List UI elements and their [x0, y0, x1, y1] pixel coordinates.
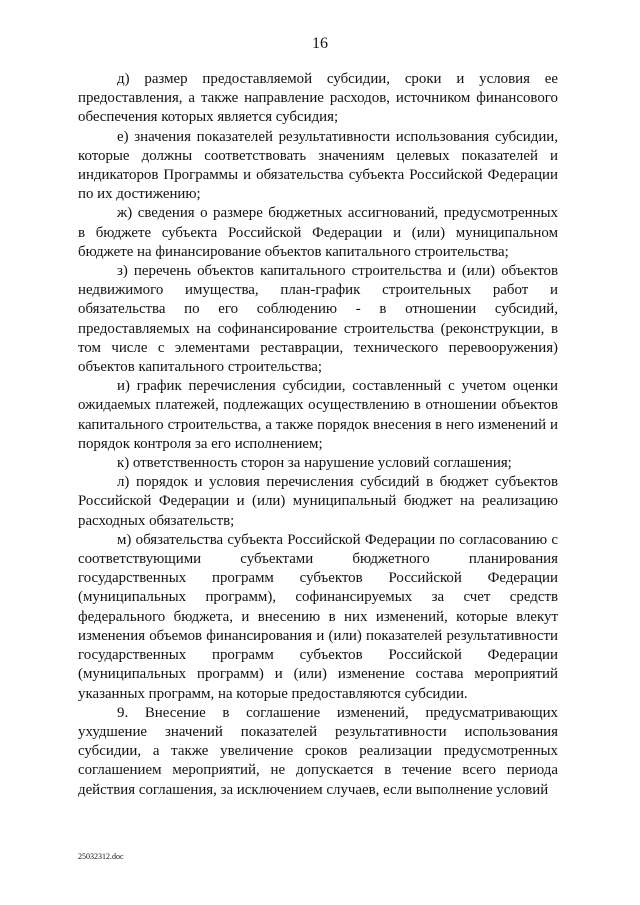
document-body — [78, 70, 558, 800]
paragraph-i: и) график перечисления субсидии, составленный с учетом оценки ожидаемых платежей, подлежащих осуществлению в отношении объектов капитального строительства, а также порядок внесения в него изменений и порядок контроля за его исполнением; — [78, 378, 558, 452]
paragraph-9: 9. Внесение в соглашение изменений, предусматривающих ухудшение значений показателей результативности использования субсидии, а также увеличение сроков реализации предусмотренных соглашением мероприятий, не допускается в течение всего периода действия соглашения, за исключением случаев, если выполнение условий — [78, 704, 558, 798]
paragraph-k: к) ответственность сторон за нарушение условий соглашения; — [117, 455, 512, 472]
paragraph-z: з) перечень объектов капитального строительства и (или) объектов недвижимого имущества, план-график строительных работ и обязательства по его соблюдению - в отношении субсидий, предоставляемых на софинансирование строительства (реконструкции, в том числе с элементами реставрации, технического перевооружения) объектов капитального строительства; — [78, 263, 558, 376]
paragraph-l: л) порядок и условия перечисления субсидий в бюджет субъектов Российской Федерации и (или) муниципальный бюджет на реализацию расходных обязательств; — [78, 474, 558, 529]
paragraph-m: м) обязательства субъекта Российской Федерации по согласованию с соответствующими субъектами бюджетного планирования государственных программ субъектов Российской Федерации (муниципальных программ), софинансируемых за счет средств федерального бюджета, и внесению в них изменений, которые влекут изменения объемов финансирования и (или) показателей результативности государственных программ субъектов Российской Федерации (муниципальных программ) и (или) изменение состава мероприятий указанных программ, на которые предоставляются субсидии. — [78, 531, 558, 702]
paragraph-d: д) размер предоставляемой субсидии, сроки и условия ее предоставления, а также направление расходов, источником финансового обеспечения которых является субсидия; — [78, 71, 558, 126]
paragraph-zh: ж) сведения о размере бюджетных ассигнований, предусмотренных в бюджете субъекта Российской Федерации и (или) муниципальном бюджете на финансирование объектов капитального строительства; — [78, 205, 558, 260]
page-number: 16 — [312, 35, 328, 52]
paragraph-e: е) значения показателей результативности использования субсидии, которые должны соответствовать значениям целевых показателей и индикаторов Программы и обязательства субъекта Российской Федерации по их достижению; — [78, 128, 558, 203]
file-name-footer: 25032312.doc — [78, 852, 124, 861]
